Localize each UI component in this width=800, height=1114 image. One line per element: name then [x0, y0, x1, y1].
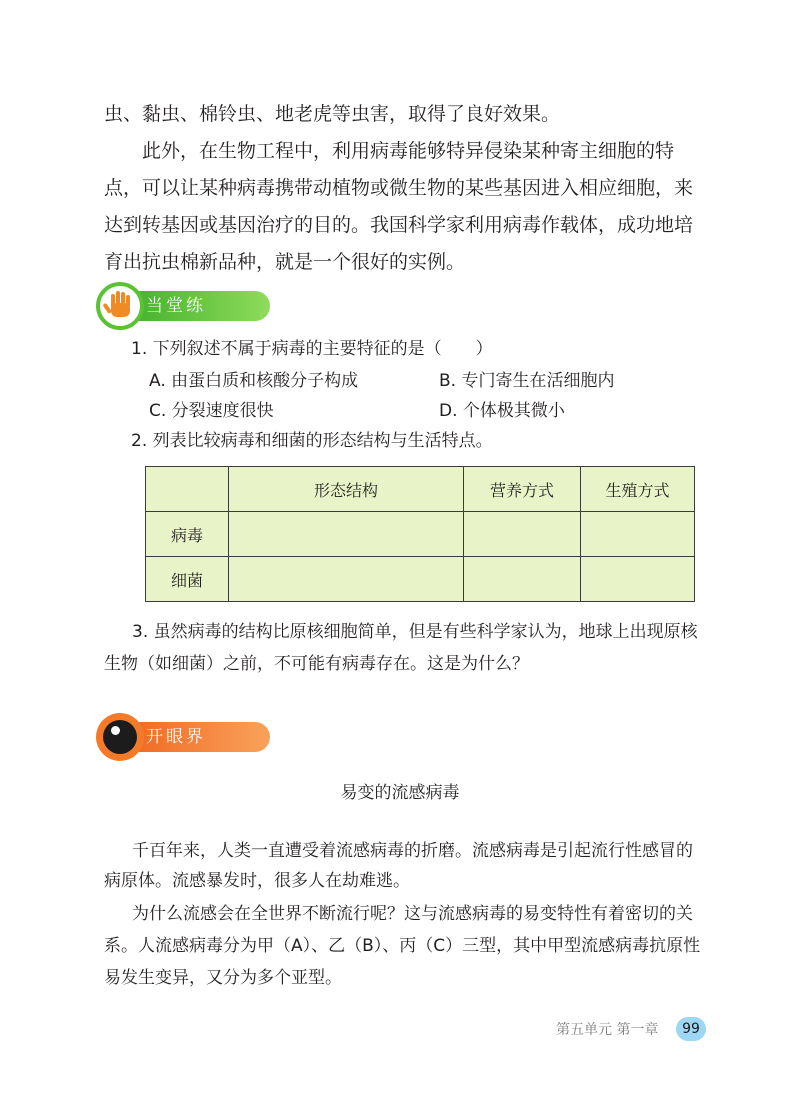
row-label: 细菌 — [146, 557, 229, 602]
question-1: 1. 下列叙述不属于病毒的主要特征的是（ ） — [131, 339, 493, 359]
question-3: 3. 虽然病毒的结构比原核细胞简单，但是有些科学家认为，地球上出现原核生物（如细菌）之前，不可能有病毒存在。这是为什么？ — [104, 622, 698, 674]
paragraph-bioengineering: 此外，在生物工程中，利用病毒能够特异侵染某种寄主细胞的特点，可以让某种病毒携带动植物或微生物的某些基因进入相应细胞，来达到转基因或基因治疗的目的。我国科学家利用病毒作载体，成功地培育出抗虫棉新品种，就是一个很好的实例。 — [104, 140, 694, 273]
table-header: 营养方式 — [464, 467, 581, 512]
table-header: 形态结构 — [229, 467, 464, 512]
page-number: 99 — [676, 1017, 706, 1041]
option-c: C. 分裂速度很快 — [149, 401, 274, 421]
table-row — [146, 512, 695, 557]
eye-icon — [96, 713, 144, 761]
reading-paragraph-1: 千百年来，人类一直遭受着流感病毒的折磨。流感病毒是引起流行性感冒的病原体。流感暴发时，很多人在劫难逃。 — [104, 841, 693, 891]
chapter-label: 第五单元 第一章 — [556, 1022, 659, 1038]
row-label: 病毒 — [146, 512, 229, 557]
paragraph-continued: 虫、黏虫、棉铃虫、地老虎等虫害，取得了良好效果。 — [104, 103, 561, 125]
practice-badge — [96, 282, 276, 330]
reading-badge-label: 开眼界 — [120, 722, 270, 752]
table-cell — [464, 557, 581, 602]
table-cell — [581, 557, 695, 602]
table-cell — [229, 512, 464, 557]
table-row — [146, 557, 695, 602]
option-a: A. 由蛋白质和核酸分子构成 — [149, 371, 359, 391]
practice-badge-label: 当堂练 — [120, 291, 270, 321]
table-cell — [581, 512, 695, 557]
option-d: D. 个体极其微小 — [439, 401, 565, 421]
table-header — [146, 467, 229, 512]
table-header: 生殖方式 — [581, 467, 695, 512]
hand-icon — [96, 282, 144, 330]
option-b: B. 专门寄生在活细胞内 — [439, 371, 615, 391]
table-cell — [229, 557, 464, 602]
table-cell — [464, 512, 581, 557]
question-2: 2. 列表比较病毒和细菌的形态结构与生活特点。 — [131, 431, 493, 451]
comparison-table — [145, 466, 695, 602]
table-header-row — [146, 467, 695, 512]
reading-title: 易变的流感病毒 — [340, 783, 460, 803]
reading-paragraph-2: 为什么流感会在全世界不断流行呢？这与流感病毒的易变特性有着密切的关系。人流感病毒分为甲（A）、乙（B）、丙（C）三型，其中甲型流感病毒抗原性易发生变异，又分为多个亚型。 — [104, 904, 701, 988]
reading-badge — [96, 713, 276, 761]
